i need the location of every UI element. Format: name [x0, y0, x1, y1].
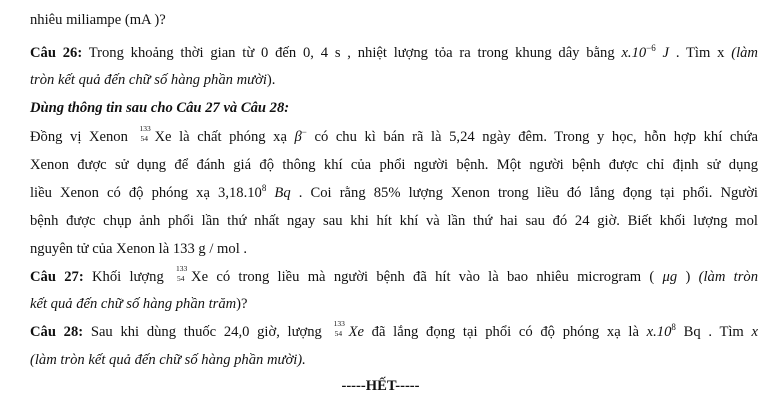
- q27-line-2: [30, 294, 248, 314]
- q26-text-b: . Tìm x: [669, 45, 732, 61]
- para-line-3: [30, 183, 758, 203]
- para-text-2: Xenon được sử dụng để đánh giá độ thông khí của phổi người bệnh. Một người bệnh được chỉ định sử dụng: [30, 157, 758, 173]
- q26-unit: J: [655, 45, 670, 61]
- q26-x-base: x.10: [621, 45, 647, 61]
- q28-symbol: Xe: [348, 324, 364, 340]
- q28-x-base: x.10: [646, 324, 672, 340]
- q28-note: (làm tròn kết quả đến chữ số hàng phần mười).: [30, 352, 306, 368]
- para-text-c: có chu kì bán rã là 5,24 ngày đêm. Trong y học, hỗn hợp khí chứa: [306, 129, 758, 145]
- para-text-3b: . Coi rằng 85% lượng Xenon trong liều đó lắng đọng tại phổi. Người: [290, 185, 758, 201]
- shared-heading: [30, 98, 289, 118]
- q26-note-b: tròn kết quả đến chữ số hàng phần mười: [30, 72, 267, 88]
- q28-x-variable: x: [751, 324, 758, 340]
- para-text-4: bệnh được chụp ảnh phổi lần thứ nhất ngay sau khi hít khí và lần thứ hai sau đó 24 giờ. Biết khối lượng mol: [30, 213, 758, 229]
- q26-text: Trong khoảng thời gian từ 0 đến 0, 4 s , nhiệt lượng tỏa ra trong khung dây bằng: [82, 45, 622, 61]
- q28-text-a: Sau khi dùng thuốc 24,0 giờ, lượng: [83, 324, 330, 340]
- atomic-number: 54: [140, 134, 148, 143]
- q27-atomic-number: 54: [177, 274, 185, 283]
- para-text-3a: liều Xenon có độ phóng xạ 3,18.10: [30, 185, 262, 201]
- para-text-5: nguyên tử của Xenon là 133 g / mol .: [30, 241, 248, 257]
- q28-nuclide-notation: [333, 319, 347, 338]
- q28-text-b: đã lắng đọng tại phổi có độ phóng xạ là: [363, 324, 647, 340]
- para-text-a: Đồng vị Xenon: [30, 129, 136, 145]
- line-question-tail: [30, 10, 166, 30]
- q28-exponent: 8: [671, 322, 676, 332]
- q26-label: Câu 26:: [30, 45, 83, 61]
- q27-label: Câu 27:: [30, 269, 84, 285]
- q28-label: Câu 28:: [30, 324, 84, 340]
- q26-note-a: (làm: [731, 45, 758, 61]
- q26-line-1: [30, 43, 758, 63]
- beta-symbol: β: [294, 129, 302, 145]
- para-line-1: [30, 124, 758, 147]
- end-marker: -----HẾT-----: [341, 378, 420, 394]
- xenon-symbol: Xe: [154, 129, 172, 145]
- para-line-5: [30, 239, 247, 259]
- q28-line-2: [30, 350, 306, 370]
- q27-close: )?: [236, 296, 248, 312]
- q26-line-2: [30, 70, 275, 90]
- q27-mass-number: 133: [176, 264, 188, 273]
- para-line-4: [30, 211, 758, 231]
- q28-text-c: Bq . Tìm: [675, 324, 752, 340]
- q26-exponent: −6: [646, 43, 656, 53]
- q28-line-1: [30, 319, 758, 342]
- para-text-b: là chất phóng xạ: [171, 129, 295, 145]
- q27-note-b: kết quả đến chữ số hàng phần trăm: [30, 296, 237, 312]
- q28-atomic-number: 54: [334, 329, 343, 338]
- q26-close: ).: [266, 72, 276, 88]
- mass-number: 133: [139, 124, 151, 133]
- beta-superscript: −: [301, 127, 307, 137]
- activity-unit: Bq: [266, 185, 291, 201]
- shared-heading-text: Dùng thông tin sau cho Câu 27 và Câu 28:: [30, 100, 290, 116]
- question-tail-text: nhiêu miliampe (mA )?: [30, 12, 166, 28]
- q27-text-b: có trong liều mà người bệnh đã hít vào là bao nhiêu microgram (: [208, 269, 663, 285]
- q27-text-c: ): [677, 269, 699, 285]
- activity-exponent: 8: [261, 183, 267, 193]
- q27-symbol: Xe: [191, 269, 209, 285]
- q27-line-1: [30, 264, 758, 287]
- para-line-2: [30, 155, 758, 175]
- q27-note-a: (làm tròn: [698, 269, 758, 285]
- microgram-unit: μg: [662, 269, 678, 285]
- q27-text-a: Khối lượng: [83, 269, 173, 285]
- xenon-nuclide-notation: [138, 124, 152, 143]
- q28-mass-number: 133: [333, 319, 345, 328]
- q27-nuclide-notation: [175, 264, 189, 283]
